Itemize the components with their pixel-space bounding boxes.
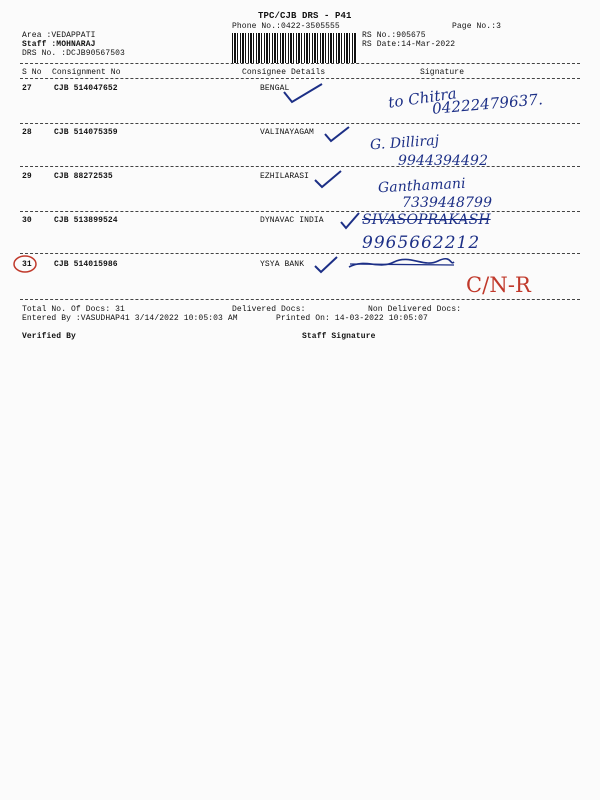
row-consignment: CJB 514047652 bbox=[54, 84, 118, 93]
staff-signature: Staff Signature bbox=[302, 332, 376, 341]
divider bbox=[20, 63, 580, 64]
row-sno: 28 bbox=[22, 128, 32, 137]
row-consignment: CJB 88272535 bbox=[54, 172, 113, 181]
row-consignee: VALINAYAGAM bbox=[260, 128, 314, 137]
row-divider bbox=[20, 166, 580, 167]
row-consignment: CJB 514075359 bbox=[54, 128, 118, 137]
handwritten-remark: C/N-R bbox=[466, 273, 531, 297]
row-sno: 30 bbox=[22, 216, 32, 225]
row-consignee: EZHILARASI bbox=[260, 172, 310, 181]
phone-number: Phone No.:0422-3505555 bbox=[232, 22, 340, 31]
col-consignment: Consignment No bbox=[52, 68, 121, 77]
drs-number: DRS No. :DCJB90567503 bbox=[22, 49, 125, 58]
staff-label: Staff :MOHNARAJ bbox=[22, 40, 96, 49]
handwritten-phone: 7339448799 bbox=[402, 195, 493, 211]
col-signature: Signature bbox=[420, 68, 465, 77]
non-delivered-docs: Non Delivered Docs: bbox=[368, 305, 462, 314]
printed-on: Printed On: 14-03-2022 10:05:07 bbox=[276, 314, 428, 323]
checkmark-icon bbox=[338, 210, 362, 232]
verified-by: Verified By bbox=[22, 332, 76, 341]
row-divider bbox=[20, 211, 580, 212]
report-title: TPC/CJB DRS - P41 bbox=[258, 11, 352, 21]
divider bbox=[20, 78, 580, 79]
checkmark-icon bbox=[280, 80, 330, 106]
total-docs: Total No. Of Docs: 31 bbox=[22, 305, 125, 314]
handwritten-phone: 04222479637. bbox=[431, 90, 544, 118]
row-consignee: BENGAL bbox=[260, 84, 290, 93]
handwritten-name: to Chitra bbox=[387, 84, 458, 112]
divider bbox=[20, 299, 580, 300]
checkmark-icon bbox=[312, 254, 340, 276]
checkmark-icon bbox=[312, 168, 344, 190]
row-consignee: DYNAVAC INDIA bbox=[260, 216, 324, 225]
row-divider bbox=[20, 123, 580, 124]
row-consignee: YSYA BANK bbox=[260, 260, 305, 269]
checkmark-icon bbox=[322, 124, 352, 144]
handwritten-name: G. Dilliraj bbox=[369, 132, 440, 154]
barcode-image bbox=[232, 33, 357, 63]
rs-number: RS No.:905675 bbox=[362, 31, 426, 40]
row-sno: 27 bbox=[22, 84, 32, 93]
scribble-mark bbox=[346, 256, 458, 272]
row-consignment: CJB 513899524 bbox=[54, 216, 118, 225]
row-sno: 31 bbox=[22, 260, 32, 269]
area-label: Area :VEDAPPATI bbox=[22, 31, 96, 40]
handwritten-phone: 9944394492 bbox=[398, 153, 489, 169]
handwritten-name: SIVASOPRAKASH bbox=[362, 212, 491, 228]
delivered-docs: Delivered Docs: bbox=[232, 305, 306, 314]
rs-date: RS Date:14-Mar-2022 bbox=[362, 40, 456, 49]
row-divider bbox=[20, 253, 580, 254]
row-consignment: CJB 514015986 bbox=[54, 260, 118, 269]
handwritten-phone: 9965662212 bbox=[362, 233, 481, 253]
page-number: Page No.:3 bbox=[452, 22, 502, 31]
entered-by: Entered By :VASUDHAP41 3/14/2022 10:05:03 AM bbox=[22, 314, 238, 323]
row-sno: 29 bbox=[22, 172, 32, 181]
col-consignee: Consignee Details bbox=[242, 68, 326, 77]
col-sno: S No bbox=[22, 68, 42, 77]
handwritten-name: Ganthamani bbox=[377, 175, 467, 197]
